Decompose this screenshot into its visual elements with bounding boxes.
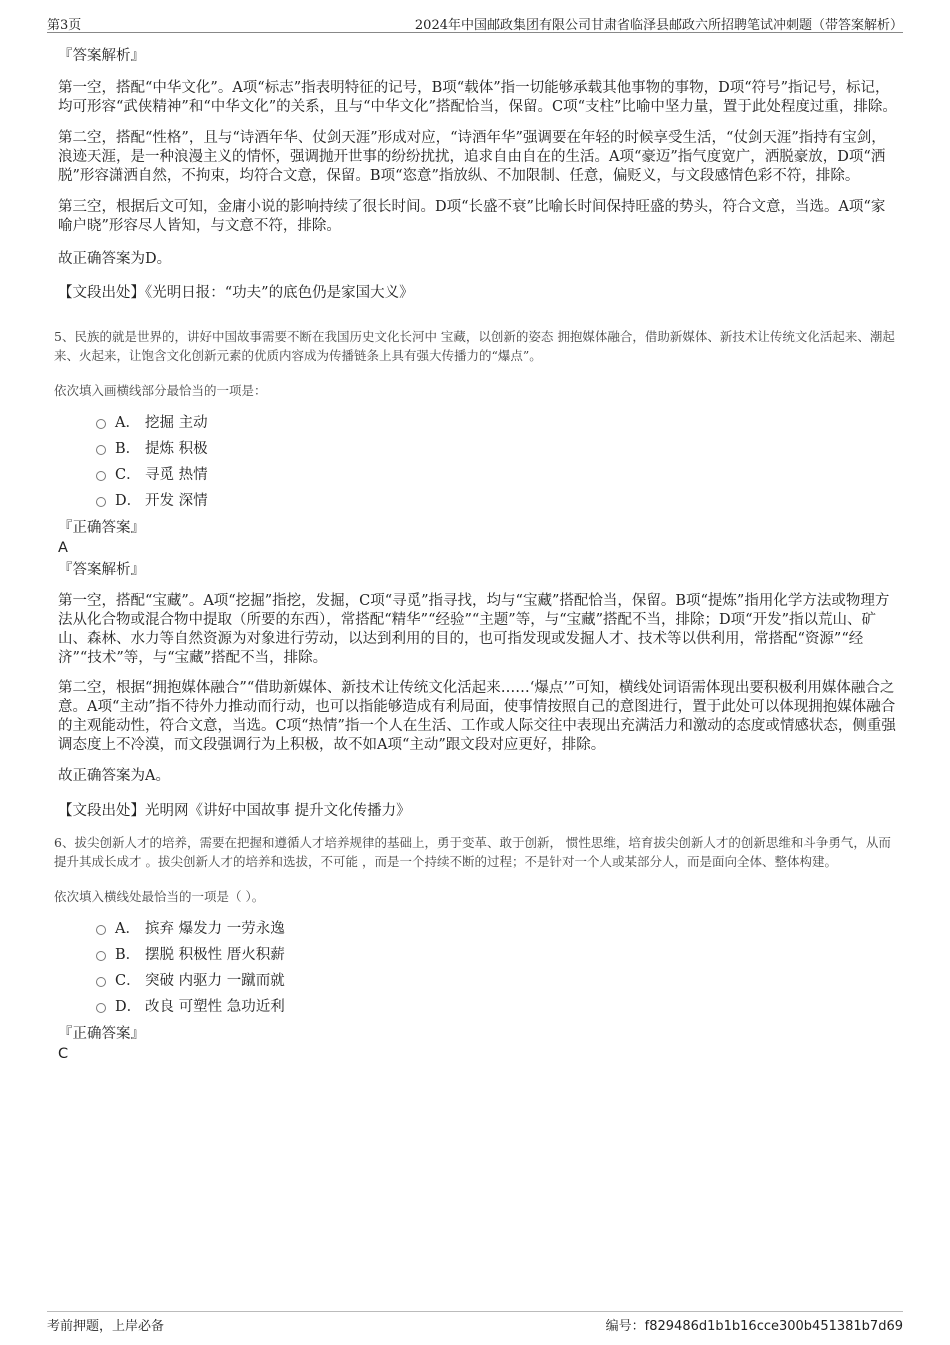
option-d[interactable]: D． 改良 可塑性 急功近利 (96, 994, 898, 1020)
correct-answer: C (58, 1046, 69, 1062)
analysis-paragraph: 第二空，根据“拥抱媒体融合”“借助新媒体、新技术让传统文化活起来……‘爆点’”可知，横线处词语需体现出要积极利用媒体融合之意。A项“主动”指不待外力推动而行动，也可以指能够造成有利局面，使事情按照自己的意图进行，置于此处可以体现拥抱媒体融合的主观能动性，符合文意，当选。C项“热情”指一个人在生活、工作或人际交往中表现出充满活力和激动的态度或情感状态，侧重强调态度上不冷漠，而文段强调行为上积极，故不如A项“主动”跟文段对应更好，排除。 (58, 680, 896, 753)
document-title: 2024年中国邮政集团有限公司甘肃省临泽县邮政六所招聘笔试冲刺题（带答案解析） (414, 18, 903, 33)
conclusion: 故正确答案为A。 (58, 768, 170, 784)
options-list (96, 916, 898, 1020)
radio-button[interactable] (96, 951, 106, 961)
analysis-label: 『答案解析』 (58, 48, 145, 64)
option-d[interactable]: D． 开发 深情 (96, 488, 898, 514)
radio-button[interactable] (96, 419, 106, 429)
question-text: 5、民族的就是世界的，讲好中国故事需要不断在我国历史文化长河中 宝藏，以创新的姿态 拥抱媒体融合，借助新媒体、新技术让传统文化活起来、潮起来、火起来，让饱含文化创新元素的优质内容成为传播链条上具有强大传播力的“爆点”。 (54, 329, 895, 363)
question-text: 6、拔尖创新人才的培养，需要在把握和遵循人才培养规律的基础上，勇于变革、敢于创新， 惯性思维，培育拔尖创新人才的创新思维和斗争勇气，从而提升其成长成才 。拔尖创新人才的培养和选拔，不可能 ，而是一个持续不断的过程；不是针对一个人或某部分人，而是面向全体、整体构建。 (54, 835, 891, 869)
document-body (54, 46, 898, 1064)
option-a[interactable]: A． 摈弃 爆发力 一劳永逸 (96, 916, 898, 942)
source-citation: 【文段出处】光明网《讲好中国故事 提升文化传播力》 (58, 803, 411, 819)
analysis-paragraph: 第一空，搭配“中华文化”。A项“标志”指表明特征的记号，B项“载体”指一切能够承载其他事物的事物，D项“符号”指记号，标记，均可形容“武侠精神”和“中华文化”的关系，且与“中华文化”搭配恰当，保留。C项“支柱”比喻中坚力量，置于此处程度过重，排除。 (58, 80, 897, 115)
radio-button[interactable] (96, 445, 106, 455)
conclusion: 故正确答案为D。 (58, 251, 172, 267)
correct-answer: A (58, 540, 68, 556)
question-prompt: 依次填入横线处最恰当的一项是（ ）。 (54, 889, 265, 904)
page-number: 第3页 (47, 18, 82, 33)
analysis-paragraph: 第二空，搭配“性格”，且与“诗酒年华、仗剑天涯”形成对应，“诗酒年华”强调要在年轻的时候享受生活，“仗剑天涯”指持有宝剑，浪迹天涯，是一种浪漫主义的情怀，强调抛开世事的纷纷扰扰，追求自由自在的生活。A项“豪迈”指气度宽广，洒脱豪放，D项“洒脱”形容潇洒自然，不拘束，均符合文意，保留。B项“恣意”指放纵、不加限制、任意，偏贬义，与文段感情色彩不符，排除。 (58, 130, 886, 184)
option-b[interactable]: B． 提炼 积极 (96, 436, 898, 462)
radio-button[interactable] (96, 977, 106, 987)
source-citation: 【文段出处】《光明日报：“功夫”的底色仍是家国大义》 (58, 285, 414, 301)
radio-button[interactable] (96, 1003, 106, 1013)
option-b[interactable]: B． 摆脱 积极性 厝火积薪 (96, 942, 898, 968)
radio-button[interactable] (96, 471, 106, 481)
footer-slogan: 考前押题，上岸必备 (47, 1319, 165, 1334)
analysis-paragraph: 第三空，根据后文可知，金庸小说的影响持续了很长时间。D项“长盛不衰”比喻长时间保持旺盛的势头，符合文意，当选。A项“家喻户晓”形容尽人皆知，与文意不符，排除。 (58, 199, 886, 234)
options-list (96, 410, 898, 514)
analysis-paragraph: 第一空，搭配“宝藏”。A项“挖掘”指挖，发掘，C项“寻觅”指寻找，均与“宝藏”搭配恰当，保留。B项“提炼”指用化学方法或物理方法从化合物或混合物中提取（所要的东西），常搭配“精华”“经验”“主题”等，与“宝藏”搭配不当，排除；D项“开发”指以荒山、矿山、森林、水力等自然资源为对象进行劳动，以达到利用的目的，也可指发现或发掘人才、技术等以供利用，常搭配“资源”“经济”“技术”等，与“宝藏”搭配不当，排除。 (58, 593, 890, 666)
option-c[interactable]: C． 寻觅 热情 (96, 462, 898, 488)
analysis-label: 『答案解析』 (58, 562, 145, 578)
page-header (47, 12, 903, 33)
option-c[interactable]: C． 突破 内驱力 一蹴而就 (96, 968, 898, 994)
page-footer (47, 1311, 903, 1334)
answer-label: 『正确答案』 (58, 1026, 145, 1042)
document-id: 编号：f829486d1b1b16cce300b451381b7d69 (605, 1319, 903, 1334)
option-a[interactable]: A． 挖掘 主动 (96, 410, 898, 436)
answer-label: 『正确答案』 (58, 520, 145, 536)
radio-button[interactable] (96, 497, 106, 507)
question-prompt: 依次填入画横线部分最恰当的一项是： (54, 383, 267, 398)
radio-button[interactable] (96, 925, 106, 935)
